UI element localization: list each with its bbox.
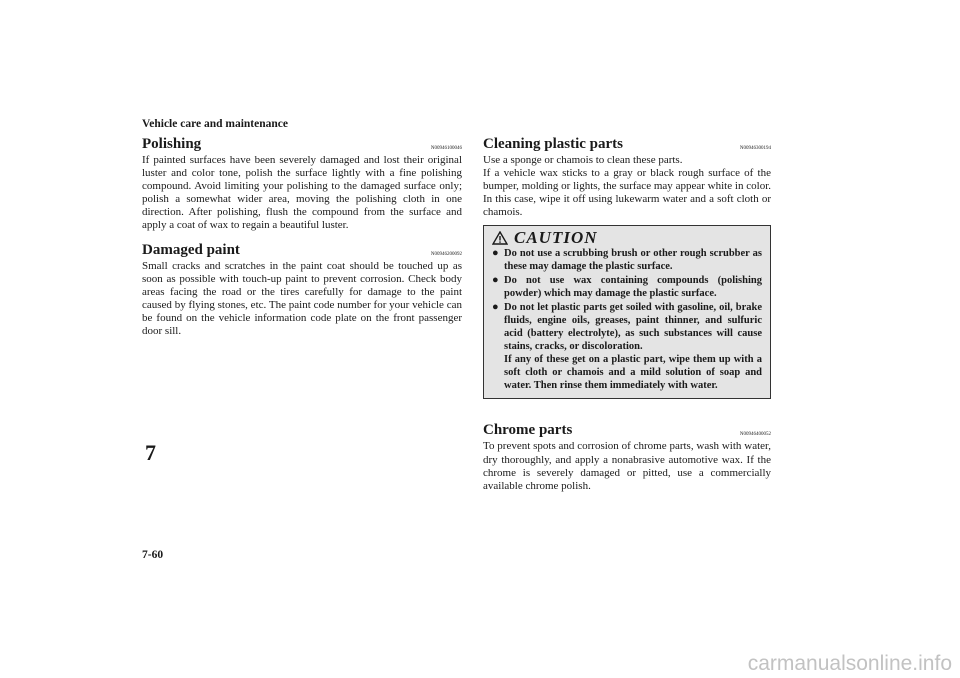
section-code: N00946200092 — [430, 251, 462, 257]
caution-item — [492, 247, 762, 273]
section-title: Chrome parts — [483, 422, 573, 439]
section-heading-plastic-parts — [483, 135, 771, 153]
section-heading-polishing — [142, 135, 462, 153]
damaged-paint-body: Small cracks and scratches in the paint coat should be touched up as soon as possible with touch-up paint to prevent corrosion. Check body areas facing the road or the tires carefully for damage to the paint caused by flying stones, etc. The paint code number for your vehicle can be found on the vehicle information code plate on the front passenger door sill. — [142, 259, 462, 338]
running-header: Vehicle care and maintenance — [142, 118, 288, 130]
warning-triangle-icon — [492, 231, 508, 245]
bullet-icon: ● — [492, 274, 499, 287]
bullet-icon: ● — [492, 301, 499, 314]
section-title: Polishing — [142, 136, 202, 152]
section-heading-chrome — [483, 421, 771, 439]
caution-item-text: Do not use wax containing compounds (polishing powder) which may damage the plastic surface. — [504, 275, 762, 300]
caution-header — [492, 230, 762, 246]
chapter-tab-number: 7 — [145, 440, 156, 465]
section-title: Cleaning plastic parts — [483, 136, 624, 152]
section-code: N00946400052 — [739, 432, 771, 438]
caution-item — [492, 301, 762, 353]
caution-box — [483, 225, 771, 399]
caution-extra — [492, 353, 762, 392]
caution-item — [492, 274, 762, 300]
caution-title: CAUTION — [514, 228, 598, 248]
chrome-body: To prevent spots and corrosion of chrome parts, wash with water, dry thoroughly, and apply a nonabrasive automotive wax. If the chrome is severely damaged or pitted, use a commercially available chrome polish. — [483, 440, 771, 492]
page-number: 7-60 — [142, 549, 164, 561]
section-code: N00946300194 — [739, 146, 771, 151]
watermark: carmanualsonline.info — [747, 652, 952, 675]
caution-item-text: Do not use a scrubbing brush or other rough scrubber as these may damage the plastic surface. — [504, 248, 762, 273]
section-heading-damaged-paint — [142, 241, 462, 259]
section-title: Damaged paint — [142, 241, 240, 258]
plastic-parts-body-2: If a vehicle wax sticks to a gray or black rough surface of the bumper, molding or lights, the surface may appear white in color. In this case, wipe it off using lukewarm water and a soft cloth or chamois. — [483, 167, 771, 219]
section-code: N00946100046 — [430, 146, 462, 151]
caution-item-text: Do not let plastic parts get soiled with gasoline, oil, brake fluids, engine oils, greases, paint thinner, and sulfuric acid (battery electrolyte), as such substances will cause stains, cracks, or discoloration. — [504, 302, 762, 353]
left-column — [142, 135, 462, 338]
bullet-icon: ● — [492, 247, 499, 260]
polishing-body: If painted surfaces have been severely damaged and lost their original luster and color tone, polish the surface lightly with a fine polishing compound. Avoid limiting your polishing to the damaged surface only; polish a somewhat wider area, moving the polishing cloth in one direction. After polishing, flush the compound from the surface and apply a coat of wax to regain a beautiful luster. — [142, 154, 462, 232]
plastic-parts-body-1: Use a sponge or chamois to clean these parts. — [483, 154, 683, 166]
right-column — [483, 135, 771, 493]
caution-extra-text: If any of these get on a plastic part, wipe them up with a soft cloth or chamois and a mild solution of soap and water. Then rinse them immediately with water. — [504, 354, 762, 392]
